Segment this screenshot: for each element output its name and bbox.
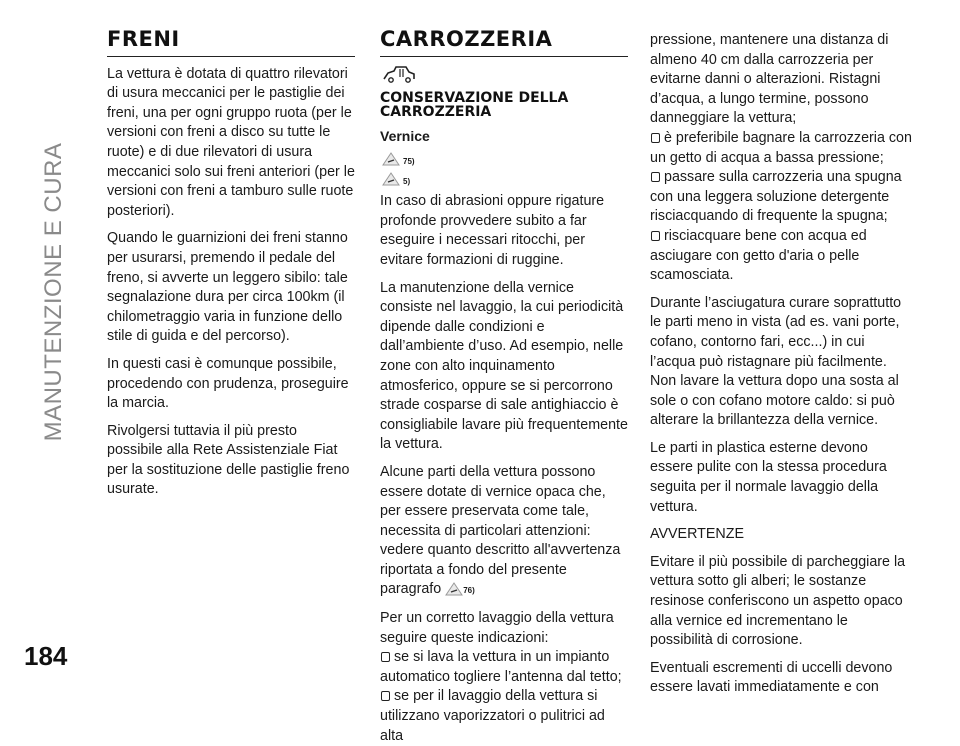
warning-triangle-icon bbox=[382, 152, 400, 166]
paragraph: Evitare il più possibile di parcheggiare la vettura sotto gli alberi; le sostanze resinose conferiscono un aspetto opaco alla vernice ed incrementano le possibilità di corrosione. bbox=[650, 553, 906, 649]
paragraph: Le parti in plastica esterne devono essere pulite con la stessa procedura seguita per il normale lavaggio della vettura. bbox=[650, 439, 887, 515]
checkbox-bullet-icon bbox=[651, 172, 660, 182]
paragraph: In caso di abrasioni oppure rigature profonde provvedere subito a far eseguire i necessari ritocchi, per evitare formazioni di ruggine. bbox=[380, 193, 605, 268]
paragraph: La manutenzione della vernice consiste nel lavaggio, la cui periodicità dipende dalle condizioni e dall’ambiente d’uso. Ad esempio, nelle zone con alto inquinamento atmosferico, oppure se si percorrono strade cosparse di sale antighiaccio è consigliabile lavare più frequentemente la vettura. bbox=[380, 279, 628, 453]
paragraph: Rivolgersi tuttavia il più presto possibile alla Rete Assistenziale Fiat per la sostituzione delle pastiglie freno usurate. bbox=[107, 422, 350, 498]
warning-ref-label: 75) bbox=[403, 157, 415, 167]
paragraph: Quando le guarnizioni dei freni stanno per usurarsi, premendo il pedale del freno, si avverte un leggero sibilo: tale segnalazione dura per circa 100km (il chilometraggio varia in funzione dello stile di guida e del percorso). bbox=[107, 230, 348, 345]
paragraph-text: Alcune parti della vettura possono essere dotate di vernice opaca che, per essere preservata come tale, necessita di particolari attenzioni: vedere quanto descritto all'avvertenza riportata a fondo del presente paragrafo bbox=[380, 463, 621, 598]
list-item bbox=[650, 129, 912, 168]
list-item bbox=[380, 687, 628, 746]
warning-triangle-icon bbox=[445, 582, 463, 596]
paragraph: La vettura è dotata di quattro rilevatori di usura meccanici per le pastiglie dei freni, una per ogni gruppo ruota (per le versioni con freni a disco su tutte le ruote) e di due rilevatori di usura meccanici solo sui freni anteriori (per le versioni con freni a tamburo sulle ruote posteriori). bbox=[107, 65, 355, 219]
section-title-carrozzeria: CARROZZERIA bbox=[380, 30, 628, 57]
column-carrozzeria bbox=[380, 27, 628, 746]
warning-ref-label: 5) bbox=[403, 177, 411, 187]
column-continuation bbox=[650, 31, 912, 706]
paragraph: Durante l’asciugatura curare soprattutto le parti meno in vista (ad es. vani porte, cofano, contorno fari, ecc...) in cui l’acqua può ristagnare più facilmente. Non lavare la vettura dopo una sosta al sole o con cofano motore caldo: si può alterare la brillantezza della vernice. bbox=[650, 294, 902, 429]
list-item bbox=[380, 648, 628, 687]
chapter-side-title: MANUTENZIONE E CURA bbox=[40, 142, 67, 442]
section-heading-vernice: Vernice bbox=[380, 127, 430, 144]
page-number: 184 bbox=[24, 641, 68, 671]
warning-ref-label: 76) bbox=[463, 586, 475, 596]
warning-reference bbox=[382, 172, 628, 192]
paragraph: In questi casi è comunque possibile, procedendo con prudenza, proseguire la marcia. bbox=[107, 355, 349, 412]
list-item-text: passare sulla carrozzeria una spugna con una leggera soluzione detergente risciacquando di frequente la spugna; bbox=[650, 169, 902, 225]
list-item-text: se si lava la vettura in un impianto automatico togliere l’antenna dal tetto; bbox=[380, 649, 622, 685]
column-freni bbox=[107, 27, 355, 508]
list-item bbox=[650, 227, 912, 286]
subsection-title: CONSERVAZIONE DELLA CARROZZERIA bbox=[380, 89, 569, 120]
paragraph: Per un corretto lavaggio della vettura seguire queste indicazioni: bbox=[380, 610, 614, 646]
car-body-icon bbox=[382, 65, 416, 83]
checkbox-bullet-icon bbox=[381, 652, 390, 662]
section-title-freni: FRENI bbox=[107, 30, 355, 57]
checkbox-bullet-icon bbox=[651, 133, 660, 143]
list-item bbox=[650, 168, 912, 227]
list-item-text: se per il lavaggio della vettura si utilizzano vaporizzatori o pulitrici ad alta bbox=[380, 688, 605, 744]
paragraph: Eventuali escrementi di uccelli devono essere lavati immediatamente e con bbox=[650, 659, 893, 696]
list-item-continued: pressione, mantenere una distanza di almeno 40 cm dalla carrozzeria per evitarne danni o alterazioni. Ristagni d’acqua, a lungo termine, possono danneggiare la vettura; bbox=[650, 32, 889, 127]
list-item-text: risciacquare bene con acqua ed asciugare con getto d'aria o pelle scamosciata. bbox=[650, 227, 867, 284]
caution-triangle-icon bbox=[382, 172, 400, 186]
checkbox-bullet-icon bbox=[651, 231, 660, 241]
checkbox-bullet-icon bbox=[381, 691, 390, 701]
warning-reference bbox=[382, 152, 628, 172]
paragraph bbox=[380, 463, 628, 601]
avvertenze-label: AVVERTENZE bbox=[650, 526, 745, 543]
list-item-text: è preferibile bagnare la carrozzeria con un getto di acqua a bassa pressione; bbox=[650, 129, 912, 166]
